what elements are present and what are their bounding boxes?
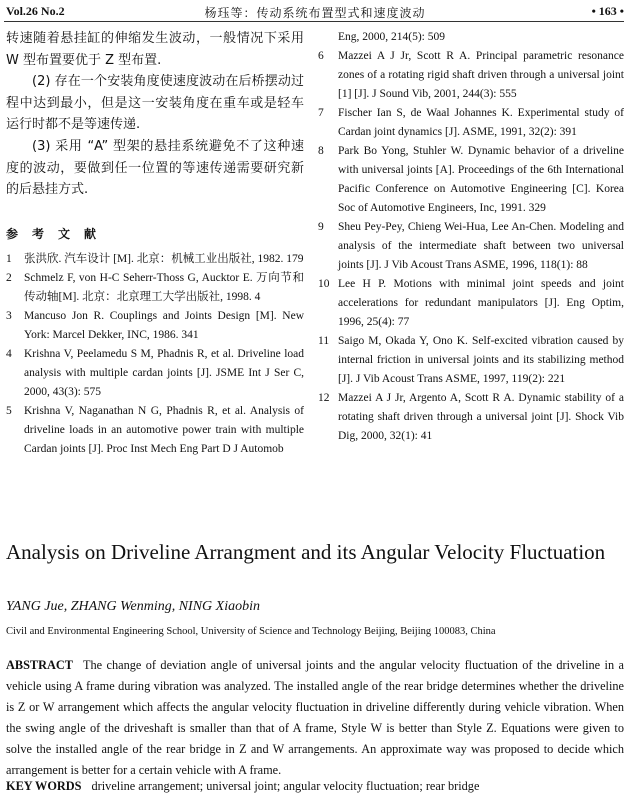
reference-item: 7 Fischer Ian S, de Waal Johannes K. Experimental study of Cardan joint dynamics [J]. ASME, 1991, 32(2): 391 — [318, 107, 624, 138]
reference-item: 11 Saigo M, Okada Y, Ono K. Self-excited vibration caused by internal friction in universal joints and its stabilizing method [J]. J Vib Acoust Trans ASME, 1997, 119(2): 221 — [318, 335, 624, 385]
keywords-label: KEY WORDS — [6, 779, 82, 793]
reference-item: 4 Krishna V, Peelamedu S M, Phadnis R, et al. Driveline load analysis with multiple cardan joints [J]. JSME Int J Ser C, 2000, 43(3): 575 — [6, 347, 304, 398]
header-rule — [4, 21, 624, 22]
english-affiliation: Civil and Environmental Engineering School, University of Science and Technology Beijing, Beijing 100083, China — [6, 626, 496, 637]
reference-item: 12 Mazzei A J Jr, Argento A, Scott R A. Dynamic stability of a rotating shaft driven through a universal joint [J]. Shock Vib Dig, 2000, 32(1): 41 — [318, 392, 624, 442]
volume-number: Vol.26 No.2 — [6, 4, 65, 18]
english-authors: YANG Jue, ZHANG Wenming, NING Xiaobin — [6, 599, 261, 614]
conclusion-paragraph-2: (2) 存在一个安装角度使速度波动在后桥摆动过程中达到最小，但是这一安装角度在重车或是轻车运行时都不是等速传递. — [6, 74, 304, 133]
right-column — [318, 28, 624, 446]
reference-item: 2 Schmelz F, von H-C Seherr-Thoss G, Aucktor E. 万向节和传动轴[M]. 北京：北京理工大学出版社, 1998. 4 — [6, 271, 304, 303]
reference-item-continued: Eng, 2000, 214(5): 509 — [338, 31, 446, 43]
references-heading: 参考文献 — [6, 226, 111, 241]
left-column — [6, 28, 304, 459]
english-abstract — [6, 655, 624, 781]
reference-item: 3 Mancuso Jon R. Couplings and Joints Design [M]. New York: Marcel Dekker, INC, 1986. 341 — [6, 309, 304, 341]
reference-item: 8 Park Bo Yong, Stuhler W. Dynamic behavior of a driveline with universal joints [A]. Proceedings of the 6th International Pacific Conference on Automotive Engineering [C]. Korea Soc of Automotive Engineers, Inc, 1991. 329 — [318, 145, 624, 214]
running-title: 杨珏等：传动系统布置型式和速度波动 — [204, 6, 426, 20]
abstract-label: ABSTRACT — [6, 658, 73, 672]
reference-item: 10 Lee H P. Motions with minimal joint speeds and joint accelerations for redundant manipulators [J]. Eng Optim, 1996, 25(4): 77 — [318, 278, 624, 328]
abstract-text: The change of deviation angle of universal joints and the angular velocity fluctuation of the driveline in a vehicle using A frame during vibration was analyzed. The installed angle of the rear bridge determines whether the driveline is Z or W arrangement which affects the angular velocity fluctuation in driveline differently during vehicle vibration. When the swing angle of the driveshaft is smaller than that of A frame, Style W is better than Style Z. Equations were given to solve the installed angle of the rear bridge in Z and W arrangements. An approximate way was proposed to decide which arrangement is better for a certain vehicle with A frame. — [6, 658, 624, 777]
english-keywords — [6, 779, 624, 794]
reference-item: 9 Sheu Pey-Pey, Chieng Wei-Hua, Lee An-Chen. Modeling and analysis of the intermediate shaft between two universal joints [J]. J Vib Acoust Trans ASME, 1996, 118(1): 88 — [318, 221, 624, 271]
keywords-text: driveline arrangement; universal joint; angular velocity fluctuation; rear bridge — [91, 779, 480, 793]
conclusion-paragraph-1: 转速随着悬挂缸的伸缩发生波动，一般情况下采用 W 型布置要优于 Z 型布置. — [6, 31, 304, 68]
english-title: Analysis on Driveline Arrangment and its Angular Velocity Fluctuation — [6, 540, 606, 564]
page-header — [6, 4, 624, 20]
page-number: • 163 • — [591, 4, 624, 18]
conclusion-paragraph-3: (3) 采用 “A” 型架的悬挂系统避免不了这种速度的波动，要做到任一位置的等速传递需要研究新的后悬挂方式. — [6, 138, 304, 198]
reference-item: 1 张洪欣. 汽车设计 [M]. 北京：机械工业出版社, 1982. 179 — [6, 252, 304, 265]
reference-item: 5 Krishna V, Naganathan N G, Phadnis R, et al. Analysis of driveline loads in an automotive power train with multiple Cardan joints [J]. Proc Inst Mech Eng Part D J Automob — [6, 404, 304, 455]
reference-item: 6 Mazzei A J Jr, Scott R A. Principal parametric resonance zones of a rotating rigid shaft driven through a universal joint [1] [J]. J Sound Vib, 2001, 244(3): 555 — [318, 50, 624, 100]
